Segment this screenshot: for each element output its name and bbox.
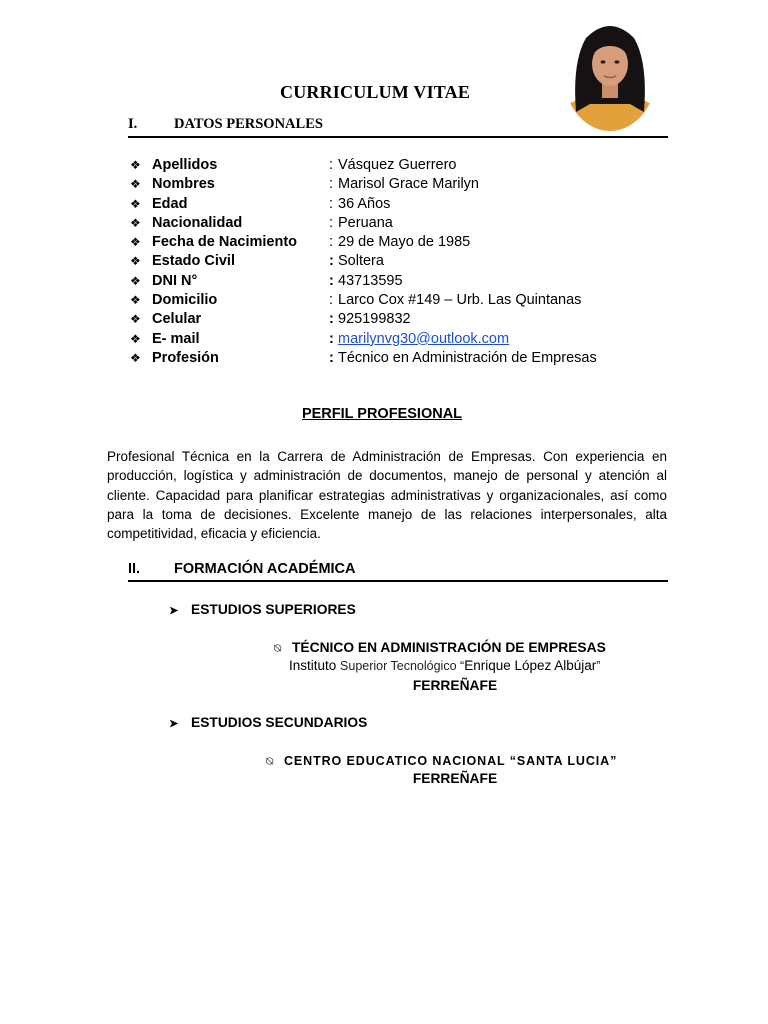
field-value: Vásquez Guerrero: [338, 157, 457, 173]
perfil-heading: [0, 406, 768, 422]
check-bullet-icon: ⍉: [266, 754, 274, 768]
field-colon: :: [329, 234, 334, 251]
field-value: Técnico en Administración de Empresas: [338, 349, 597, 366]
profile-photo: [562, 12, 658, 132]
superior-city: [0, 678, 768, 693]
field-colon: :: [329, 272, 334, 289]
perfil-title: PERFIL PROFESIONAL: [301, 406, 463, 422]
field-value: 43713595: [338, 272, 403, 289]
diamond-bullet-icon: ❖: [130, 215, 141, 230]
diamond-bullet-icon: ❖: [130, 196, 141, 211]
list-item: [130, 272, 690, 291]
field-colon: :: [329, 253, 334, 270]
subheading-superior: [169, 602, 356, 617]
subheading-label: ESTUDIOS SUPERIORES: [191, 602, 356, 617]
diamond-bullet-icon: ❖: [130, 350, 141, 365]
field-colon: :: [329, 349, 334, 366]
field-colon: :: [329, 311, 334, 328]
institution-name: [289, 658, 600, 673]
cv-title: CURRICULUM VITAE: [280, 82, 471, 102]
diamond-bullet-icon: ❖: [130, 331, 141, 346]
field-label: Profesión: [152, 349, 219, 366]
degree-title: TÉCNICO EN ADMINISTRACIÓN DE EMPRESAS: [292, 640, 606, 655]
field-colon: :: [329, 195, 334, 212]
institution-part: Enrique López Albújar: [464, 658, 597, 673]
field-colon: :: [329, 330, 334, 347]
diamond-bullet-icon: ❖: [130, 158, 141, 172]
email-link[interactable]: marilynvg30@outlook.com: [338, 330, 510, 347]
section-number: I.: [128, 116, 138, 132]
list-item: [130, 195, 690, 214]
diamond-bullet-icon: ❖: [130, 273, 141, 288]
diamond-bullet-icon: ❖: [130, 235, 141, 250]
field-value: 36 Años: [338, 195, 391, 212]
field-label: Edad: [152, 195, 188, 212]
field-label: DNI N°: [152, 272, 198, 289]
field-label: E- mail: [152, 330, 200, 347]
field-colon: :: [329, 176, 334, 193]
arrow-bullet-icon: ➤: [169, 605, 179, 617]
list-item: [130, 156, 690, 175]
section-header-education: [128, 561, 668, 582]
field-colon: :: [329, 214, 334, 231]
field-value: 29 de Mayo de 1985: [338, 234, 471, 251]
diamond-bullet-icon: ❖: [130, 293, 141, 308]
section-number: II.: [128, 561, 141, 577]
section-header-personal: [128, 116, 668, 138]
institution-part: ”: [596, 659, 601, 673]
section-title: DATOS PERSONALES: [174, 116, 323, 132]
diamond-bullet-icon: ❖: [130, 312, 141, 327]
school-title: CENTRO EDUCATICO NACIONAL “SANTA LUCIA”: [284, 754, 618, 768]
city-label: FERREÑAFE: [412, 678, 498, 693]
list-item: [130, 214, 690, 233]
field-colon: :: [329, 157, 334, 173]
field-label: Nacionalidad: [152, 214, 243, 231]
perfil-paragraph: Profesional Técnica en la Carrera de Administración de Empresas. Con experiencia en producción, logística y administración de documentos, manejo de personal y atención al cliente. Capacidad para planificar estrategias administrativas y organizacionales, así como para la toma de decisiones. Excelente manejo de las relaciones interpersonales, alta competitividad, eficacia y eficiencia.: [107, 449, 667, 542]
city-label: FERREÑAFE: [412, 771, 498, 786]
subheading-label: ESTUDIOS SECUNDARIOS: [191, 715, 368, 730]
list-item: [130, 252, 690, 271]
check-bullet-icon: ⍉: [274, 641, 282, 655]
field-label: Apellidos: [152, 157, 218, 173]
list-item: [130, 349, 690, 368]
personal-data-list: [130, 156, 690, 368]
field-colon: :: [329, 292, 334, 309]
institution-part: Instituto: [289, 658, 341, 673]
field-value: Soltera: [338, 253, 384, 270]
list-item: [130, 175, 690, 194]
field-value: Marisol Grace Marilyn: [338, 176, 479, 193]
diamond-bullet-icon: ❖: [130, 177, 141, 192]
secundaria-city: [0, 771, 768, 786]
list-item: [130, 310, 690, 329]
field-value: 925199832: [338, 311, 411, 328]
field-value: Peruana: [338, 214, 393, 231]
institution-part: Superior Tecnológico “: [340, 659, 465, 673]
field-label: Nombres: [152, 176, 215, 193]
secundaria-school: [266, 753, 617, 769]
section-title: FORMACIÓN ACADÉMICA: [174, 561, 356, 577]
field-label: Domicilio: [152, 292, 218, 309]
field-label: Celular: [152, 311, 202, 328]
field-value: Larco Cox #149 – Urb. Las Quintanas: [338, 292, 582, 309]
list-item: [130, 330, 690, 349]
arrow-bullet-icon: ➤: [169, 718, 179, 730]
list-item: [130, 233, 690, 252]
field-label: Estado Civil: [152, 253, 235, 270]
superior-degree: [274, 640, 606, 656]
diamond-bullet-icon: ❖: [130, 254, 141, 269]
subheading-secundaria: [169, 715, 367, 730]
field-label: Fecha de Nacimiento: [152, 234, 298, 251]
list-item: [130, 291, 690, 310]
